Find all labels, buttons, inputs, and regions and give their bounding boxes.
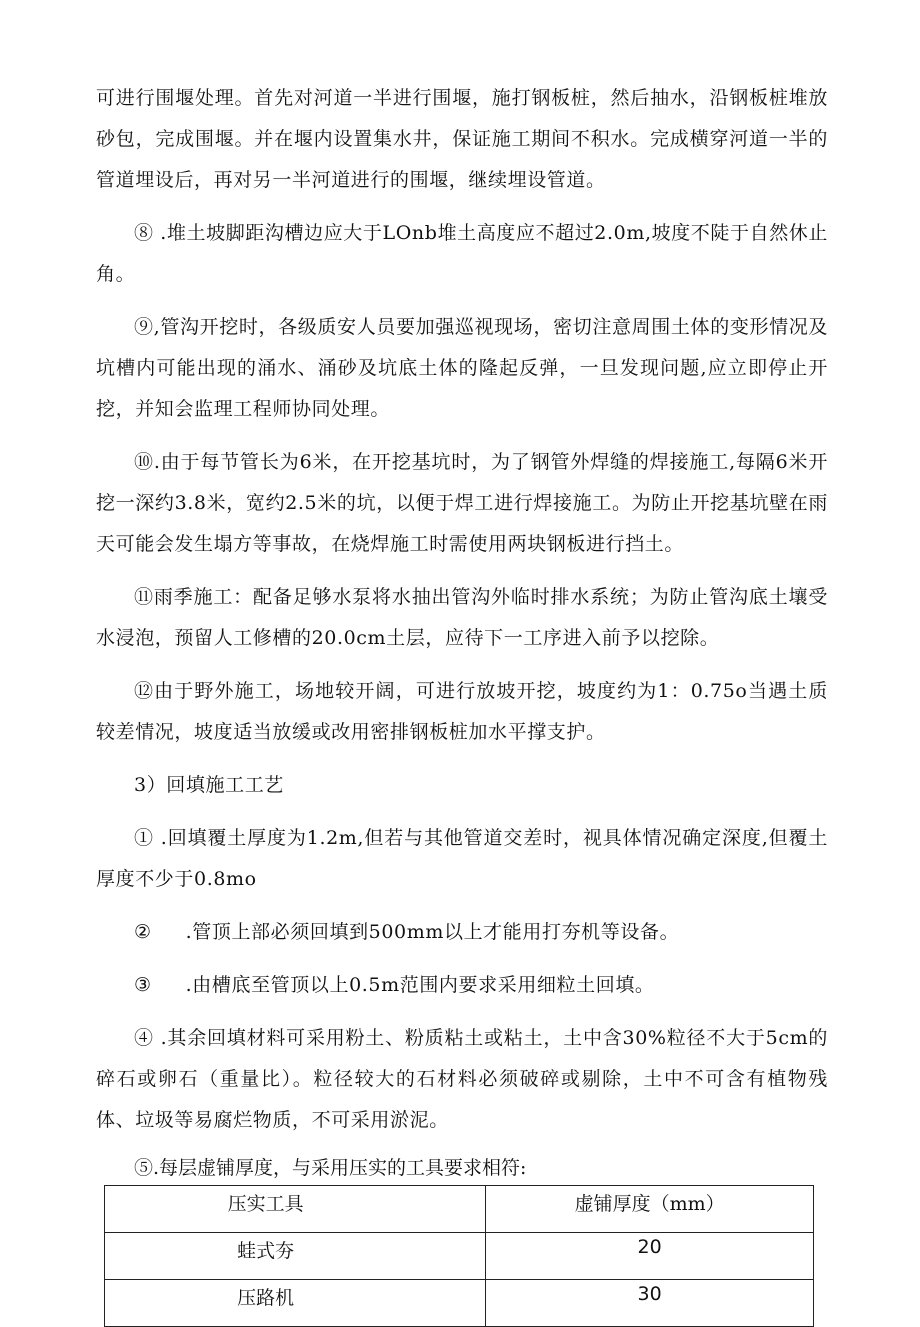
table-cell-tool: 压路机	[105, 1280, 486, 1327]
paragraph-item-8: ⑧ .堆土坡脚距沟槽边应大于LOnb堆土高度应不超过2.0m,坡度不陡于自然休止角。	[96, 222, 828, 285]
item-text: .管顶上部必须回填到500mm以上才能用打夯机等设备。	[185, 921, 680, 943]
table-header-row	[105, 1186, 814, 1233]
paragraph-item-9: ⑨,管沟开挖时，各级质安人员要加强巡视现场，密切注意周围土体的变形情况及坑槽内可能出现的涌水、涌砂及坑底土体的隆起反弹，一旦发现问题,应立即停止开挖，并知会监理工程师协同处理。	[96, 316, 828, 420]
section-heading-backfill: 3）回填施工工艺	[134, 774, 284, 796]
item-text: .由槽底至管顶以上0.5m范围内要求采用细粒土回填。	[185, 974, 655, 996]
table-header-cell: 虚铺厚度（mm）	[486, 1186, 814, 1233]
table-cell-tool: 蛙式夯	[105, 1233, 486, 1280]
paragraph-item-12: ⑫由于野外施工，场地较开阔，可进行放坡开挖，坡度约为1：0.75o当遇土质较差情况，坡度适当放缓或改用密排钢板桩加水平撑支护。	[96, 680, 828, 743]
paragraph-item-10: ⑩.由于每节管长为6米，在开挖基坑时，为了钢管外焊缝的焊接施工,每隔6米开挖一深约3.8米，宽约2.5米的坑，以便于焊工进行焊接施工。为防止开挖基坑壁在雨天可能会发生塌方等事故，在烧焊施工时需使用两块钢板进行挡土。	[96, 451, 828, 555]
paragraph-backfill-4: ④ .其余回填材料可采用粉土、粉质粘土或粘土，土中含30%粒径不大于5cm的碎石或卵石（重量比）。粒径较大的石材料必须破碎或剔除，土中不可含有植物残体、垃圾等易腐烂物质，不可采用淤泥。	[96, 1027, 828, 1131]
table-header-cell: 压实工具	[105, 1186, 486, 1233]
item-number: ②	[134, 921, 152, 943]
table-row	[105, 1280, 814, 1327]
table-row	[105, 1233, 814, 1280]
document-body	[96, 78, 828, 1327]
paragraph-item-11: ⑪雨季施工：配备足够水泵将水抽出管沟外临时排水系统；为防止管沟底土壤受水浸泡，预留人工修槽的20.0cm土层，应待下一工序进入前予以挖除。	[96, 586, 828, 649]
paragraph-backfill-3	[96, 965, 828, 1006]
table-caption: ⑤.每层虚铺厚度，与采用压实的工具要求相符:	[134, 1157, 527, 1179]
item-number: ③	[134, 974, 152, 996]
paragraph-backfill-1: ① .回填覆土厚度为1.2m,但若与其他管道交差时，视具体情况确定深度,但覆土厚度不少于0.8mo	[96, 827, 828, 890]
compaction-table	[104, 1185, 814, 1327]
table-cell-thickness: 20	[486, 1233, 814, 1280]
table-cell-thickness: 30	[486, 1280, 814, 1327]
paragraph-cofferdam: 可进行围堰处理。首先对河道一半进行围堰，施打钢板桩，然后抽水，沿钢板桩堆放砂包，完成围堰。并在堰内设置集水井，保证施工期间不积水。完成横穿河道一半的管道埋设后，再对另一半河道进行的围堰，继续埋设管道。	[96, 87, 828, 191]
paragraph-backfill-2	[96, 912, 828, 953]
